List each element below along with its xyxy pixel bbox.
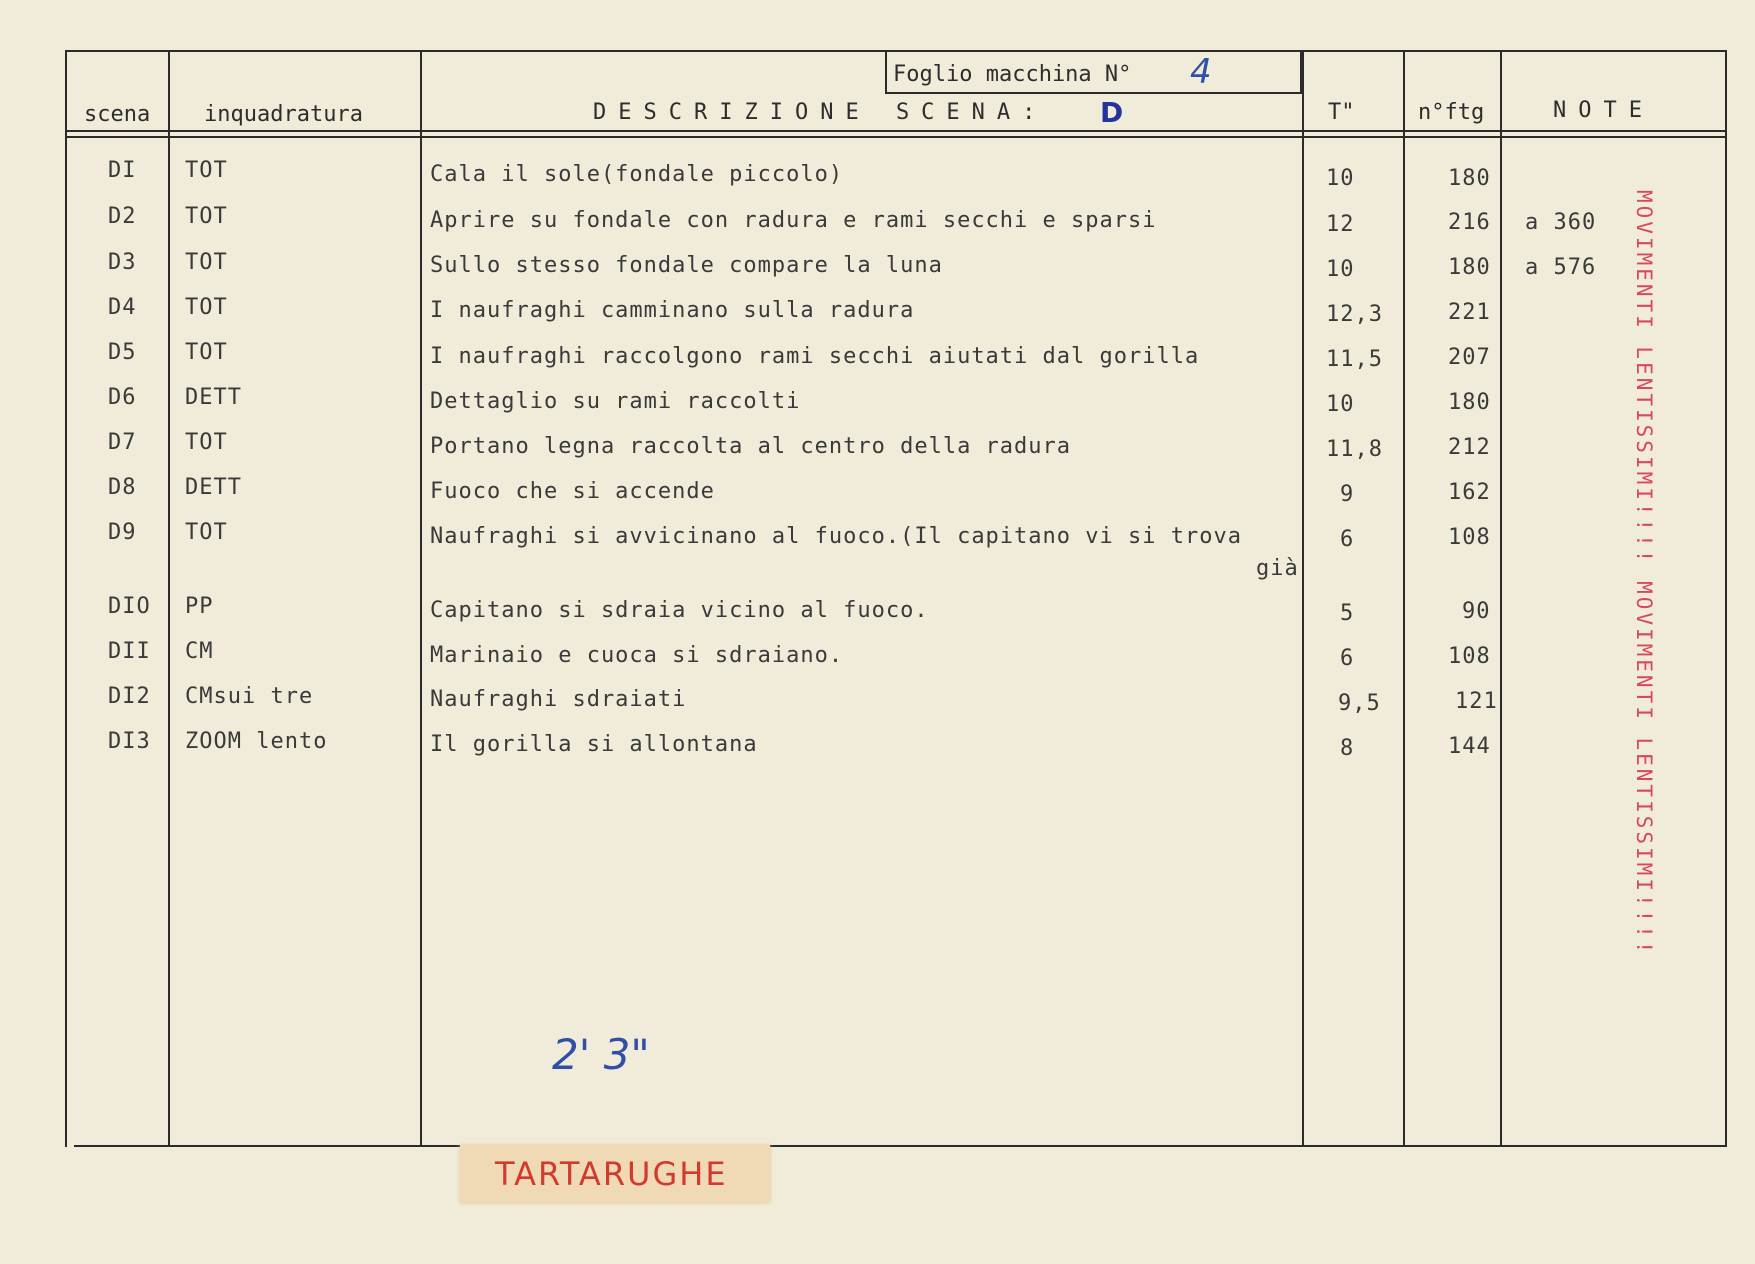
cell-descrizione: Fuoco che si accende xyxy=(430,479,715,504)
tartarughe-label-text: TARTARUGHE xyxy=(495,1155,728,1193)
cell-scena: D3 xyxy=(108,250,137,275)
cell-inquadratura: TOT xyxy=(185,430,228,455)
cell-descrizione: Capitano si sdraia vicino al fuoco. xyxy=(430,598,929,623)
cell-nftg: 90 xyxy=(1462,599,1491,624)
cell-t: 10 xyxy=(1326,257,1355,282)
col-border-nftg xyxy=(1500,50,1502,1147)
col-border-descrizione xyxy=(1302,50,1304,1147)
cell-descrizione: Marinaio e cuoca si sdraiano. xyxy=(430,643,844,668)
cell-note: a 360 xyxy=(1525,210,1597,235)
cell-scena: DII xyxy=(108,639,151,664)
col-header-t: T" xyxy=(1328,100,1355,125)
cell-descrizione-continued: già xyxy=(1256,556,1299,581)
cell-scena: D8 xyxy=(108,475,137,500)
col-header-note: NOTE xyxy=(1553,98,1654,123)
foglio-number: 4 xyxy=(1190,52,1212,92)
cell-t: 12 xyxy=(1326,212,1355,237)
col-header-nftg: n°ftg xyxy=(1418,100,1485,125)
handwritten-total: 2' 3" xyxy=(552,1030,650,1079)
cell-t: 6 xyxy=(1340,527,1355,552)
cell-inquadratura: ZOOM lento xyxy=(185,729,328,754)
cell-t: 11,8 xyxy=(1326,437,1383,462)
col-border-left xyxy=(65,50,67,1147)
cell-inquadratura: CMsui tre xyxy=(185,684,314,709)
cell-nftg: 108 xyxy=(1448,525,1491,550)
cell-scena: D6 xyxy=(108,385,137,410)
cell-t: 9 xyxy=(1340,482,1355,507)
cell-t: 11,5 xyxy=(1326,347,1383,372)
cell-inquadratura: CM xyxy=(185,639,214,664)
cell-inquadratura: DETT xyxy=(185,385,242,410)
cell-scena: DI3 xyxy=(108,729,151,754)
cell-inquadratura: TOT xyxy=(185,250,228,275)
cell-scena: D5 xyxy=(108,340,137,365)
cell-inquadratura: PP xyxy=(185,594,214,619)
cell-nftg: 180 xyxy=(1448,255,1491,280)
cell-t: 8 xyxy=(1340,736,1355,761)
cell-nftg: 144 xyxy=(1448,734,1491,759)
cell-descrizione: Il gorilla si allontana xyxy=(430,732,758,757)
cell-inquadratura: TOT xyxy=(185,204,228,229)
cell-nftg: 180 xyxy=(1448,166,1491,191)
cell-descrizione: Portano legna raccolta al centro della radura xyxy=(430,434,1072,459)
cell-nftg: 212 xyxy=(1448,435,1491,460)
cell-note: a 576 xyxy=(1525,255,1597,280)
col-border-t xyxy=(1403,50,1405,1147)
cell-nftg: 221 xyxy=(1448,300,1491,325)
cell-descrizione: Aprire su fondale con radura e rami secchi e sparsi xyxy=(430,208,1157,233)
movimenti-lentissimi-stamp: MOVIMENTI LENTISSIMI!!!! MOVIMENTI LENTISSIMI!!!! xyxy=(1632,190,1656,957)
cell-t: 10 xyxy=(1326,166,1355,191)
cell-scena: DI2 xyxy=(108,684,151,709)
table-bottom-border xyxy=(74,1145,1727,1147)
cell-t: 5 xyxy=(1340,601,1355,626)
cell-nftg: 216 xyxy=(1448,210,1491,235)
header-rule-2 xyxy=(65,136,1727,138)
cell-descrizione: Cala il sole(fondale piccolo) xyxy=(430,162,844,187)
cell-inquadratura: DETT xyxy=(185,475,242,500)
cell-t: 12,3 xyxy=(1326,302,1383,327)
col-header-inquadratura: inquadratura xyxy=(204,102,363,127)
cell-nftg: 207 xyxy=(1448,345,1491,370)
cell-descrizione: Dettaglio su rami raccolti xyxy=(430,389,801,414)
cell-inquadratura: TOT xyxy=(185,340,228,365)
scene-letter: D xyxy=(1100,96,1124,129)
cell-descrizione: Naufraghi sdraiati xyxy=(430,687,687,712)
cell-scena: D7 xyxy=(108,430,137,455)
cell-descrizione: Naufraghi si avvicinano al fuoco.(Il capitano vi si trova xyxy=(430,524,1242,549)
cell-inquadratura: TOT xyxy=(185,520,228,545)
cell-nftg: 162 xyxy=(1448,480,1491,505)
col-border-right xyxy=(1725,50,1727,1147)
foglio-label: Foglio macchina N° xyxy=(893,62,1132,87)
cell-descrizione: I naufraghi raccolgono rami secchi aiutati dal gorilla xyxy=(430,344,1200,369)
cell-t: 6 xyxy=(1340,646,1355,671)
cell-nftg: 121 xyxy=(1455,689,1498,714)
cell-inquadratura: TOT xyxy=(185,158,228,183)
header-rule-1 xyxy=(65,130,1727,132)
cell-descrizione: Sullo stesso fondale compare la luna xyxy=(430,253,943,278)
cell-t: 9,5 xyxy=(1338,691,1381,716)
col-border-inquadratura xyxy=(420,50,422,1147)
tartarughe-label xyxy=(460,1145,770,1203)
col-border-scena xyxy=(168,50,170,1147)
cell-nftg: 108 xyxy=(1448,644,1491,669)
col-header-scena: scena xyxy=(84,102,151,127)
cell-scena: D9 xyxy=(108,520,137,545)
cell-scena: D4 xyxy=(108,295,137,320)
cell-descrizione: I naufraghi camminano sulla radura xyxy=(430,298,915,323)
cell-nftg: 180 xyxy=(1448,390,1491,415)
col-header-descrizione: DESCRIZIONE SCENA: xyxy=(593,100,1048,125)
cell-t: 10 xyxy=(1326,392,1355,417)
cell-inquadratura: TOT xyxy=(185,295,228,320)
cell-scena: D2 xyxy=(108,204,137,229)
cell-scena: DI xyxy=(108,158,137,183)
cell-scena: DIO xyxy=(108,594,151,619)
